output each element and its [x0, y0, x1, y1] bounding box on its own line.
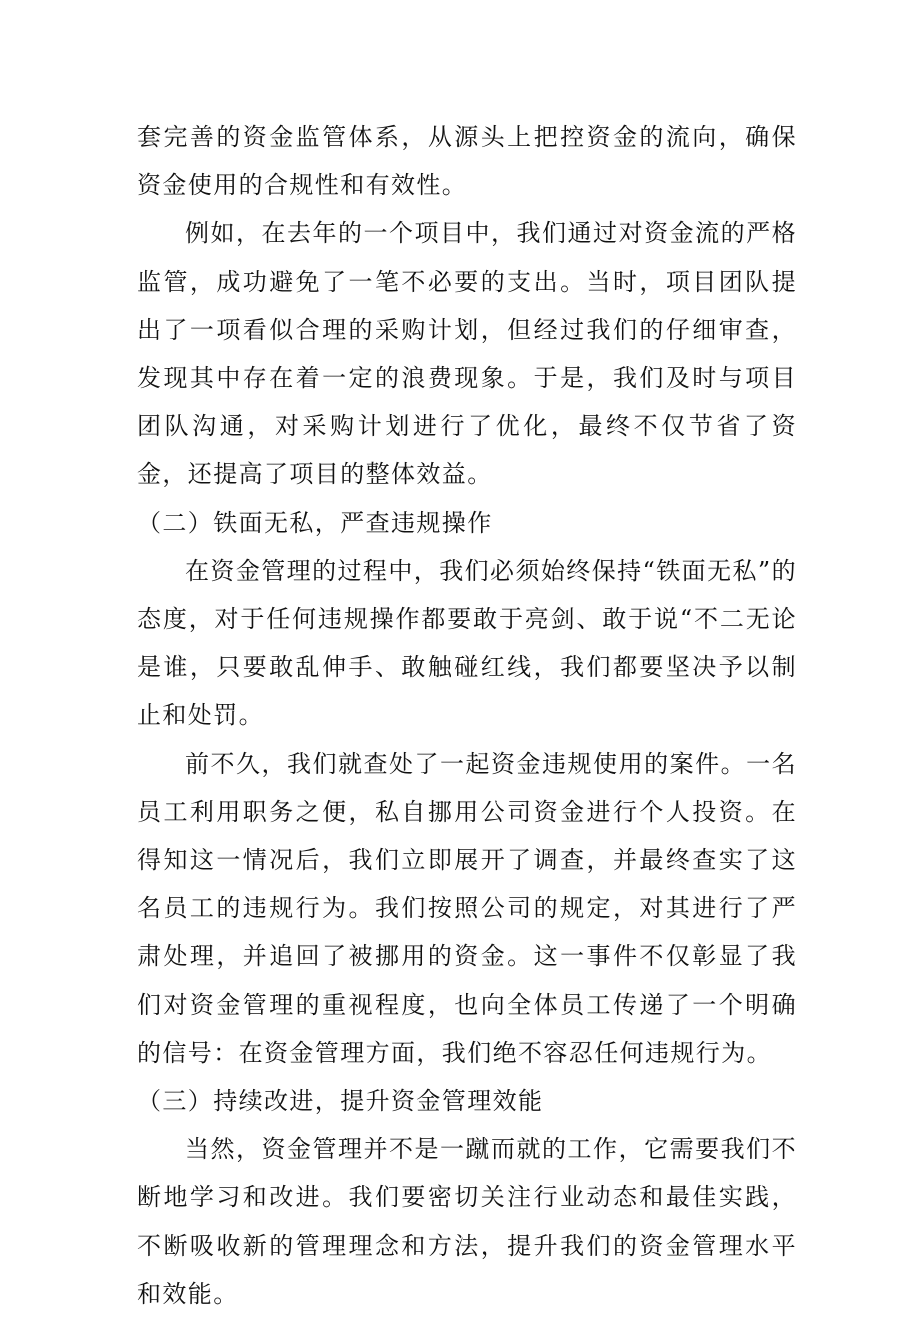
section-heading-3: （三）持续改进，提升资金管理效能 [137, 1087, 544, 1116]
paragraph-iron-face: 在资金管理的过程中，我们必须始终保持“铁面无私”的态度，对于任何违规操作都要敢于亮剑、敢于说“不二无论是谁，只要敢乱伸手、敢触碰红线，我们都要坚决予以制止和处罚。 [137, 556, 797, 730]
paragraph-continuous-improvement: 当然，资金管理并不是一蹴而就的工作，它需要我们不断地学习和改进。我们要密切关注行业动态和最佳实践，不断吸收新的管理理念和方法，提升我们的资金管理水平和效能。 [137, 1135, 797, 1308]
section-heading-2: （二）铁面无私，严查违规操作 [137, 508, 493, 537]
paragraph-continuation: 套完善的资金监管体系，从源头上把控资金的流向，确保资金使用的合规性和有效性。 [137, 123, 797, 200]
paragraph-violation-case: 前不久，我们就查处了一起资金违规使用的案件。一名员工利用职务之便，私自挪用公司资金进行个人投资。在得知这一情况后，我们立即展开了调查，并最终查实了这名员工的违规行为。我们按照公司的规定，对其进行了严肃处理，并追回了被挪用的资金。这一事件不仅彰显了我们对资金管理的重视程度，也向全体员工传递了一个明确的信号：在资金管理方面，我们绝不容忍任何违规行为。 [137, 749, 797, 1067]
document-body [137, 113, 797, 1318]
paragraph-project-example: 例如，在去年的一个项目中，我们通过对资金流的严格监管，成功避免了一笔不必要的支出。当时，项目团队提出了一项看似合理的采购计划，但经过我们的仔细审查，发现其中存在着一定的浪费现象。于是，我们及时与项目团队沟通，对采购计划进行了优化，最终不仅节省了资金，还提高了项目的整体效益。 [137, 219, 797, 489]
